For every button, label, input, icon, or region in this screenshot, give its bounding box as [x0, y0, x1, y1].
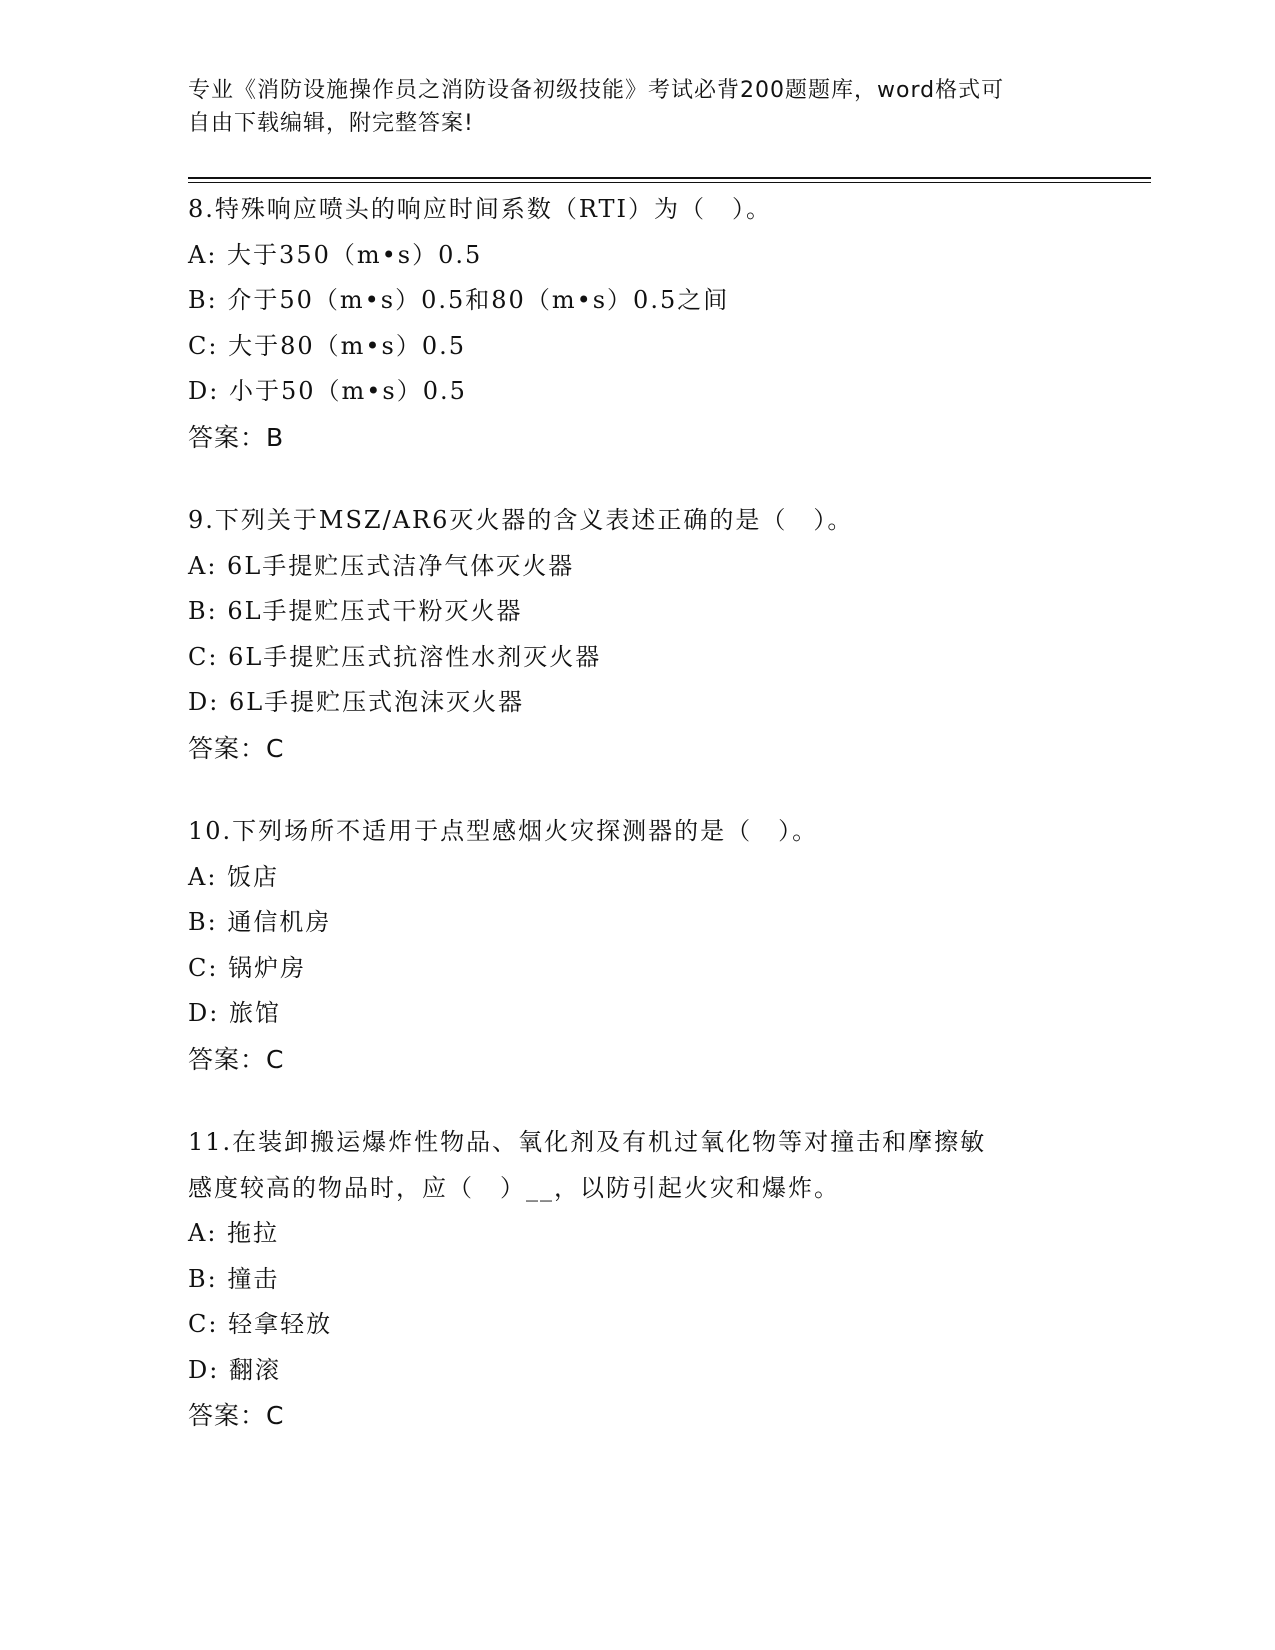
option-d: D: 小于50（m•s）0.5 [188, 377, 467, 405]
option-a: A: 6L手提贮压式洁净气体灭火器 [188, 551, 575, 580]
option-d: D: 旅馆 [188, 999, 281, 1027]
question-stem-line-2: 感度较高的物品时，应（ ）__，以防引起火灾和爆炸。 [188, 1173, 840, 1202]
option-a: A: 饭店 [188, 862, 280, 891]
option-c: C: 大于80（m•s）0.5 [188, 331, 467, 360]
option-b: B: 介于50（m•s）0.5和80（m•s）0.5之间 [188, 286, 730, 314]
header-line-2: 自由下载编辑，附完整答案! [188, 111, 474, 136]
answer-label: 答案：C [188, 1401, 285, 1430]
option-d: D: 翻滚 [188, 1355, 281, 1384]
option-c: C: 轻拿轻放 [188, 1310, 333, 1338]
option-c: C: 锅炉房 [188, 953, 307, 982]
answer-label: 答案：B [188, 422, 285, 452]
option-a: A: 大于350（m•s）0.5 [188, 240, 483, 269]
question-list [188, 187, 1088, 1477]
question-11 [188, 1120, 1088, 1439]
header-line-1: 专业《消防设施操作员之消防设备初级技能》考试必背200题题库，word格式可 [188, 78, 1005, 103]
question-stem-line-1: 11.在装卸搬运爆炸性物品、氧化剂及有机过氧化物等对撞击和摩擦敏 [188, 1128, 987, 1156]
option-d: D: 6L手提贮压式泡沫灭火器 [188, 688, 525, 716]
question-stem: 9.下列关于MSZ/AR6灭火器的含义表述正确的是（ ）。 [188, 506, 854, 534]
question-10 [188, 809, 1088, 1082]
question-stem: 8.特殊响应喷头的响应时间系数（RTI）为（ ）。 [188, 195, 773, 223]
answer-label: 答案：C [188, 1044, 285, 1074]
option-a: A: 拖拉 [188, 1219, 280, 1247]
question-stem: 10.下列场所不适用于点型感烟火灾探测器的是（ ）。 [188, 817, 819, 845]
option-b: B: 6L手提贮压式干粉灭火器 [188, 597, 523, 625]
question-9 [188, 498, 1088, 771]
question-8 [188, 187, 1088, 460]
answer-label: 答案：C [188, 733, 285, 763]
option-b: B: 撞击 [188, 1264, 280, 1293]
option-b: B: 通信机房 [188, 908, 332, 936]
document-header [188, 74, 1068, 140]
option-c: C: 6L手提贮压式抗溶性水剂灭火器 [188, 642, 602, 671]
header-divider-thick [188, 177, 1151, 179]
header-divider-thin [188, 182, 1151, 183]
